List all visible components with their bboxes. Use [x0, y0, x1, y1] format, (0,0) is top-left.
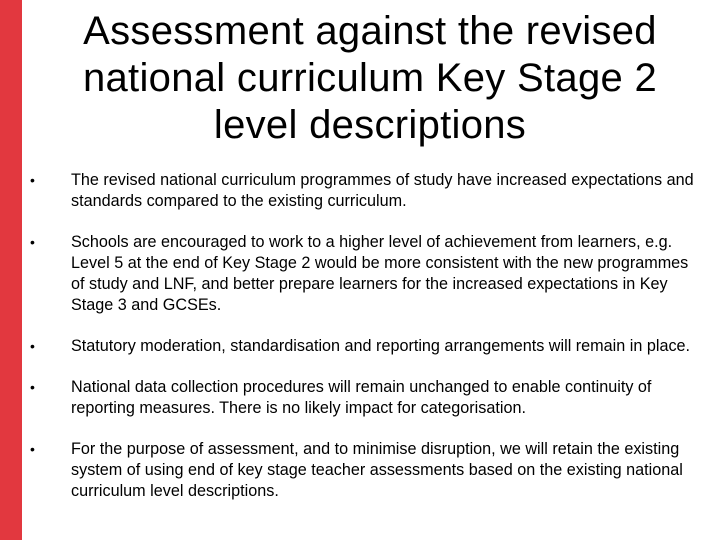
bullet-icon: • — [30, 379, 35, 395]
bullet-text: For the purpose of assessment, and to minimise disruption, we will retain the existing system of using end of key stage teacher assessments based on the existing national curriculum level descriptions. — [71, 440, 683, 500]
bullet-text: The revised national curriculum programmes of study have increased expectations and standards compared to the existing curriculum. — [71, 171, 694, 210]
bullet-item — [26, 377, 696, 419]
bullet-icon: • — [30, 234, 35, 250]
bullet-item — [26, 336, 696, 357]
bullet-icon: • — [30, 338, 35, 354]
accent-bar — [0, 0, 22, 540]
bullet-text: Schools are encouraged to work to a higher level of achievement from learners, e.g. Level 5 at the end of Key Stage 2 would be more consistent with the new programmes of study and LNF, and better prepare learners for the increased expectations in Key Stage 3 and GCSEs. — [71, 233, 689, 314]
bullet-item — [26, 170, 696, 212]
bullet-text: Statutory moderation, standardisation and reporting arrangements will remain in place. — [71, 337, 691, 355]
bullet-item — [26, 439, 696, 502]
bullet-list — [26, 170, 696, 502]
bullet-item — [26, 232, 696, 316]
bullet-text: National data collection procedures will remain unchanged to enable continuity of reporting measures. There is no likely impact for categorisation. — [71, 378, 652, 417]
bullet-icon: • — [30, 441, 35, 457]
slide-title: Assessment against the revised national curriculum Key Stage 2 level descriptions — [82, 9, 658, 147]
bullet-icon: • — [30, 172, 35, 188]
